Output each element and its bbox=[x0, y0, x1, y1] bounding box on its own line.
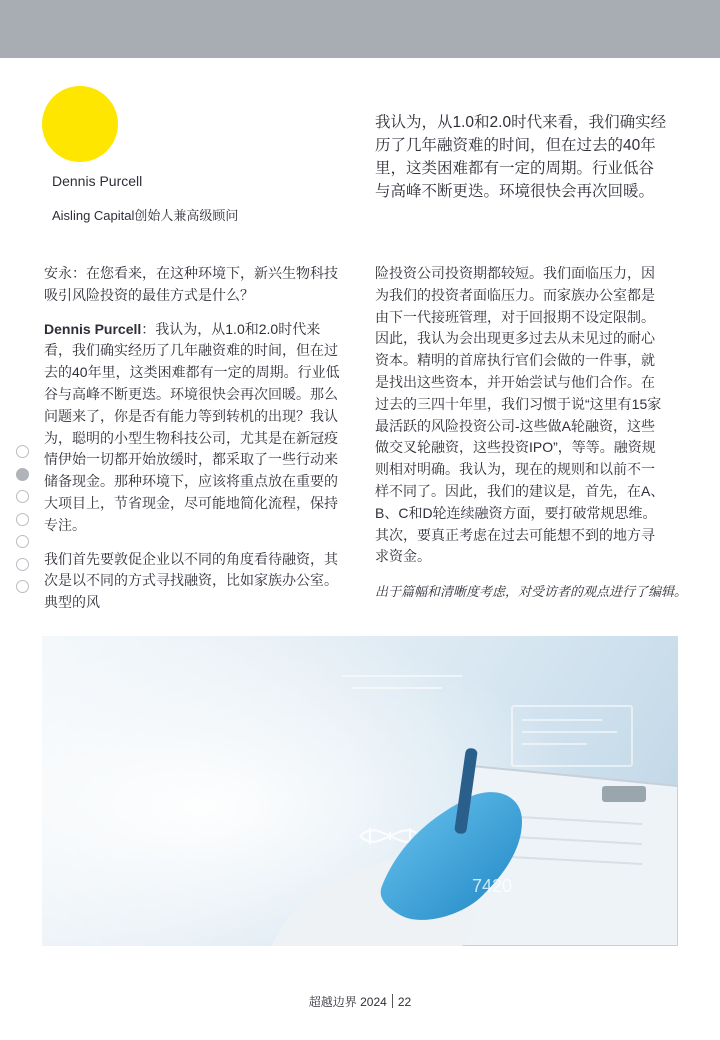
page-dot[interactable] bbox=[16, 580, 29, 593]
lab-photo bbox=[42, 636, 678, 946]
page-number: 22 bbox=[397, 995, 412, 1009]
footer-divider bbox=[392, 994, 393, 1008]
page-dot[interactable] bbox=[16, 490, 29, 503]
interview-question: 安永：在您看来，在这种环境下，新兴生物科技吸引风险投资的最佳方式是什么？ bbox=[44, 265, 338, 303]
publication-title: 超越边界 2024 bbox=[308, 995, 387, 1009]
right-column bbox=[375, 263, 665, 580]
clipboard-number: 7420 bbox=[472, 876, 513, 896]
speaker-avatar bbox=[42, 86, 118, 162]
page-dot[interactable] bbox=[16, 513, 29, 526]
left-column bbox=[44, 263, 340, 626]
page-dots bbox=[16, 445, 30, 603]
speaker-title: Aisling Capital创始人兼高级顾问 bbox=[52, 208, 239, 223]
speaker-name: Dennis Purcell bbox=[52, 173, 143, 189]
pull-quote: 我认为，从1.0和2.0时代来看，我们确实经历了几年融资难的时间，但在过去的40年里，这类困难都有一定的周期。行业低谷与高峰不断更迭。环境很快会再次回暖。 bbox=[375, 114, 667, 200]
page-dot[interactable] bbox=[16, 558, 29, 571]
editor-note: 出于篇幅和清晰度考虑，对受访者的观点进行了编辑。 bbox=[375, 584, 688, 599]
header-band bbox=[0, 0, 720, 58]
interview-answer bbox=[44, 319, 340, 537]
page-dot-active[interactable] bbox=[16, 468, 29, 481]
answer-paragraph-2: 我们首先要敦促企业以不同的角度看待融资，其次是以不同的方式寻找融资，比如家族办公室。典型的风 bbox=[44, 550, 338, 611]
page-dot[interactable] bbox=[16, 445, 29, 458]
answer-continuation: 险投资公司投资期都较短。我们面临压力，因为我们的投资者面临压力。而家族办公室都是由下一代接班管理，对于回报期不设定限制。因此，我认为会出现更多过去从未见过的耐心资本。精明的首席执行官们会做的一件事，就是找出这些资本，并开始尝试与他们合作。在过去的三四十年里，我们习惯于说“这里有15家最活跃的风险投资公司-这些做A轮融资，这些做交叉轮融资，这些投资IPO”，等等。融资规则相对明确。我认为，现在的规则和以前不一样不同了。因此，我们的建议是，首先，在A、B、C和D轮连续融资方面，要打破常规思维。其次，要真正考虑在过去可能想不到的地方寻求资金。 bbox=[375, 265, 665, 565]
page-footer bbox=[0, 993, 720, 1010]
answer-text: ：我认为，从1.0和2.0时代来看，我们确实经历了几年融资难的时间，但在过去的40年里，这类困难都有一定的周期。行业低谷与高峰不断更迭。环境很快会再次回暖。那么问题来了，你是否有能力等到转机的出现？我认为，聪明的小型生物科技公司，尤其是在新冠疫情伊始一切都开始放缓时，都采取了一些行动来储备现金。那种环境下，应该将重点放在重要的大项目上，节省现金，尽可能地简化流程，保持专注。 bbox=[44, 320, 340, 533]
page-dot[interactable] bbox=[16, 535, 29, 548]
lab-illustration bbox=[42, 636, 678, 946]
answer-speaker: Dennis Purcell bbox=[44, 320, 142, 337]
